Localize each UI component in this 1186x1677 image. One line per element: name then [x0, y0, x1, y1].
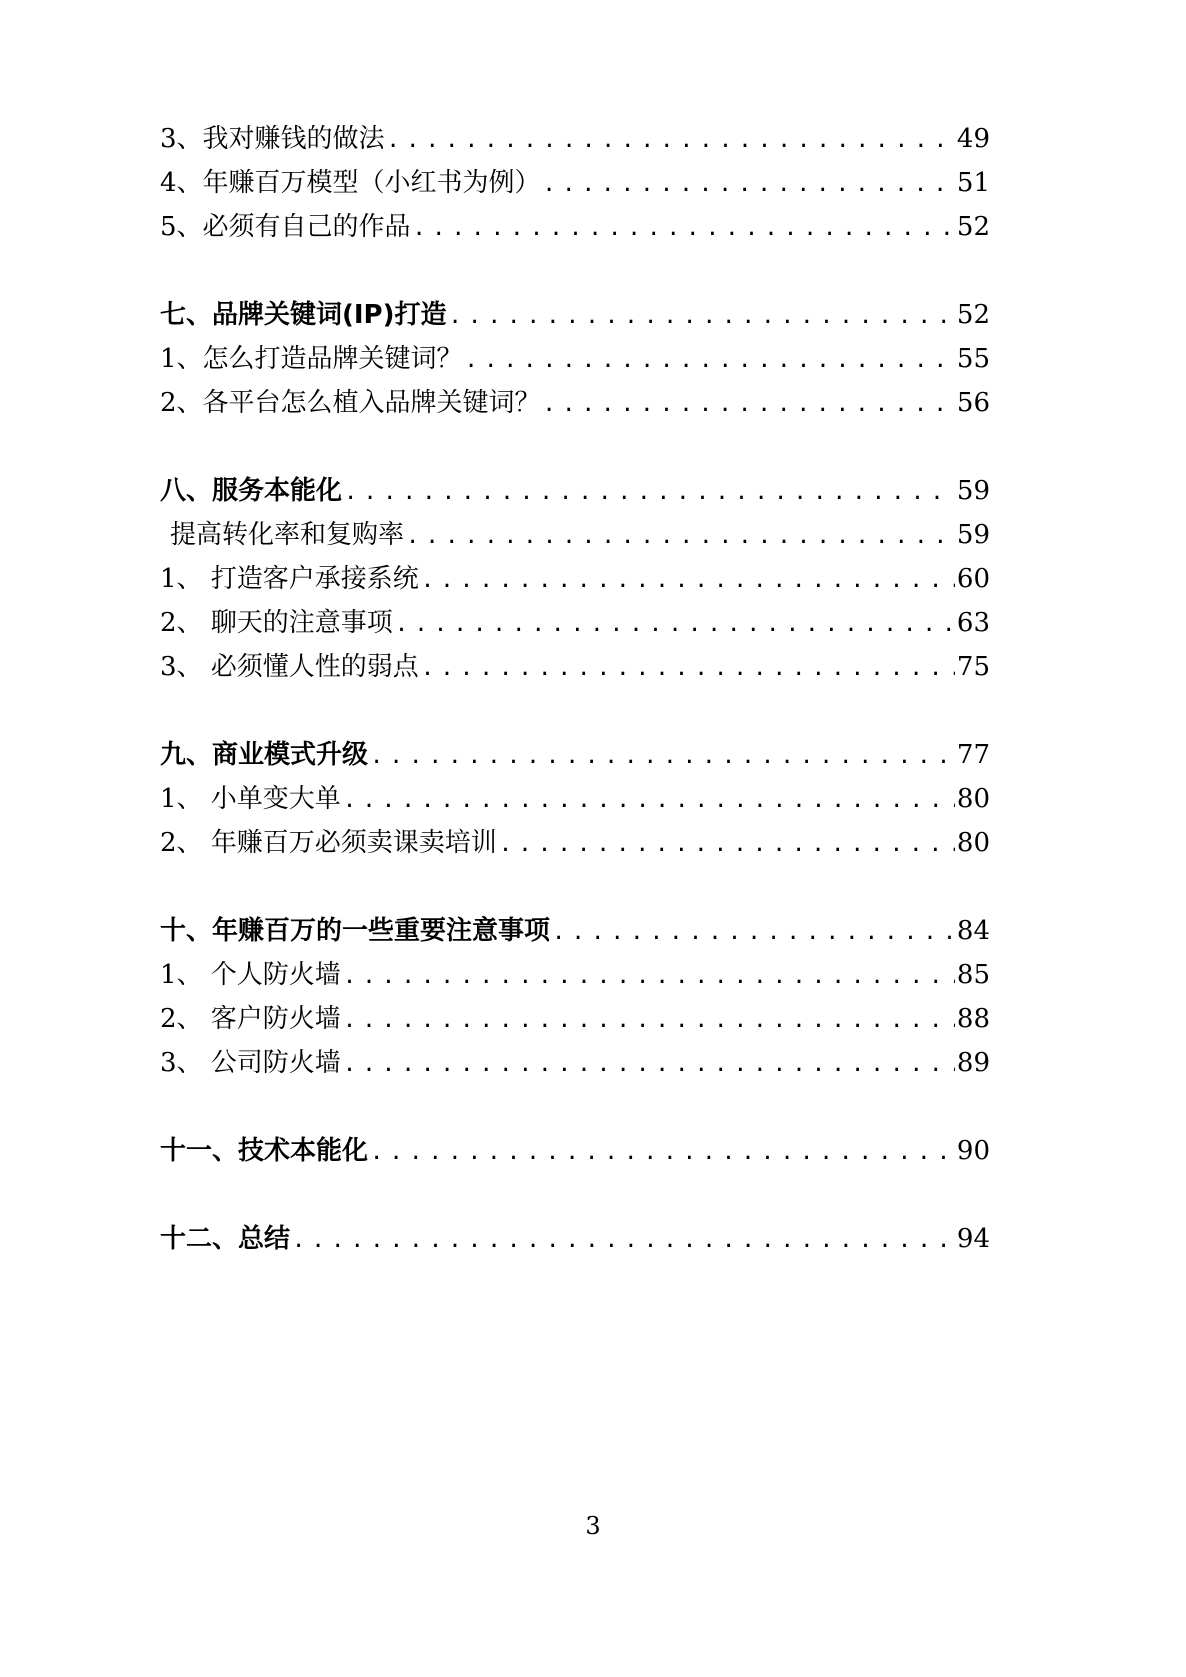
toc-entry-title: 提高转化率和复购率 — [170, 520, 405, 550]
toc-entry[interactable] — [160, 513, 990, 557]
toc-entry-title: 3、我对赚钱的做法 — [160, 124, 385, 154]
toc-section — [160, 733, 990, 865]
toc-dot-leader — [413, 207, 955, 251]
toc-entry-title: 5、必须有自己的作品 — [160, 212, 411, 242]
toc-dot-leader — [449, 295, 955, 339]
toc-entry-page: 75 — [956, 652, 990, 682]
toc-section — [160, 1129, 990, 1173]
toc-entry-title: 十、年赚百万的一些重要注意事项 — [160, 916, 551, 946]
page-number: 3 — [585, 1512, 601, 1540]
toc-entry-page: 55 — [956, 344, 990, 374]
toc-entry[interactable] — [160, 777, 990, 821]
toc-entry-page: 85 — [956, 960, 990, 990]
toc-chapter-heading[interactable] — [160, 469, 990, 513]
toc-entry-title: 九、商业模式升级 — [160, 740, 369, 770]
toc-entry-page: 94 — [956, 1224, 990, 1254]
toc-entry-title: 十二、总结 — [160, 1224, 291, 1254]
toc-entry-title: 1、怎么打造品牌关键词？ — [160, 344, 463, 374]
toc-entry-page: 89 — [956, 1048, 990, 1078]
toc-dot-leader — [343, 999, 955, 1043]
toc-dot-leader — [343, 779, 955, 823]
toc-dot-leader — [465, 339, 955, 383]
toc-entry-page: 59 — [956, 476, 990, 506]
toc-dot-leader — [387, 119, 955, 163]
toc-section — [160, 1217, 990, 1261]
toc-chapter-heading[interactable] — [160, 1217, 990, 1261]
toc-dot-leader — [421, 559, 955, 603]
toc-entry-page: 84 — [956, 916, 990, 946]
toc-entry-title: 2、 客户防火墙 — [160, 1004, 341, 1034]
toc-entry[interactable] — [160, 645, 990, 689]
toc-entry-title: 十一、技术本能化 — [160, 1136, 369, 1166]
toc-dot-leader — [499, 823, 955, 867]
toc-dot-leader — [344, 471, 955, 515]
toc-dot-leader — [406, 515, 955, 559]
toc-entry-title: 七、品牌关键词(IP)打造 — [160, 300, 447, 330]
toc-entry-page: 59 — [956, 520, 990, 550]
toc-entry[interactable] — [160, 557, 990, 601]
toc-entry-page: 90 — [956, 1136, 990, 1166]
toc-entry-page: 52 — [956, 212, 990, 242]
toc-section — [160, 117, 990, 249]
toc-entry[interactable] — [160, 117, 990, 161]
toc-chapter-heading[interactable] — [160, 733, 990, 777]
toc-entry[interactable] — [160, 1041, 990, 1085]
toc-dot-leader — [292, 1219, 955, 1263]
toc-section — [160, 469, 990, 689]
toc-entry-title: 2、各平台怎么植入品牌关键词？ — [160, 388, 541, 418]
toc-dot-leader — [543, 163, 955, 207]
toc-entry-title: 2、 年赚百万必须卖课卖培训 — [160, 828, 497, 858]
toc-dot-leader — [343, 955, 955, 999]
toc-dot-leader — [395, 603, 955, 647]
toc-entry-page: 77 — [956, 740, 990, 770]
toc-chapter-heading[interactable] — [160, 293, 990, 337]
toc-entry-title: 3、 公司防火墙 — [160, 1048, 341, 1078]
toc-entry[interactable] — [160, 381, 990, 425]
toc-entry[interactable] — [160, 601, 990, 645]
toc-entry-title: 1、 打造客户承接系统 — [160, 564, 419, 594]
toc-section — [160, 909, 990, 1085]
toc-entry-title: 八、服务本能化 — [160, 476, 343, 506]
toc-entry[interactable] — [160, 161, 990, 205]
toc-entry-page: 51 — [956, 168, 990, 198]
toc-chapter-heading[interactable] — [160, 1129, 990, 1173]
toc-entry-title: 1、 小单变大单 — [160, 784, 341, 814]
toc-entry-page: 52 — [956, 300, 990, 330]
toc-entry-page: 63 — [956, 608, 990, 638]
toc-entry[interactable] — [160, 953, 990, 997]
toc-entry[interactable] — [160, 997, 990, 1041]
toc-entry[interactable] — [160, 821, 990, 865]
table-of-contents — [160, 117, 990, 1305]
toc-chapter-heading[interactable] — [160, 909, 990, 953]
toc-entry-page: 49 — [956, 124, 990, 154]
toc-entry-page: 80 — [956, 828, 990, 858]
toc-dot-leader — [370, 1131, 955, 1175]
toc-entry-title: 1、 个人防火墙 — [160, 960, 341, 990]
toc-entry-title: 4、年赚百万模型（小红书为例） — [160, 168, 541, 198]
toc-entry-page: 88 — [956, 1004, 990, 1034]
toc-dot-leader — [370, 735, 955, 779]
toc-entry-title: 2、 聊天的注意事项 — [160, 608, 393, 638]
toc-dot-leader — [343, 1043, 955, 1087]
toc-entry[interactable] — [160, 337, 990, 381]
toc-dot-leader — [543, 383, 955, 427]
toc-dot-leader — [421, 647, 955, 691]
toc-entry-title: 3、 必须懂人性的弱点 — [160, 652, 419, 682]
toc-dot-leader — [552, 911, 955, 955]
toc-entry-page: 80 — [956, 784, 990, 814]
toc-entry-page: 60 — [956, 564, 990, 594]
toc-entry-page: 56 — [956, 388, 990, 418]
toc-section — [160, 293, 990, 425]
toc-entry[interactable] — [160, 205, 990, 249]
